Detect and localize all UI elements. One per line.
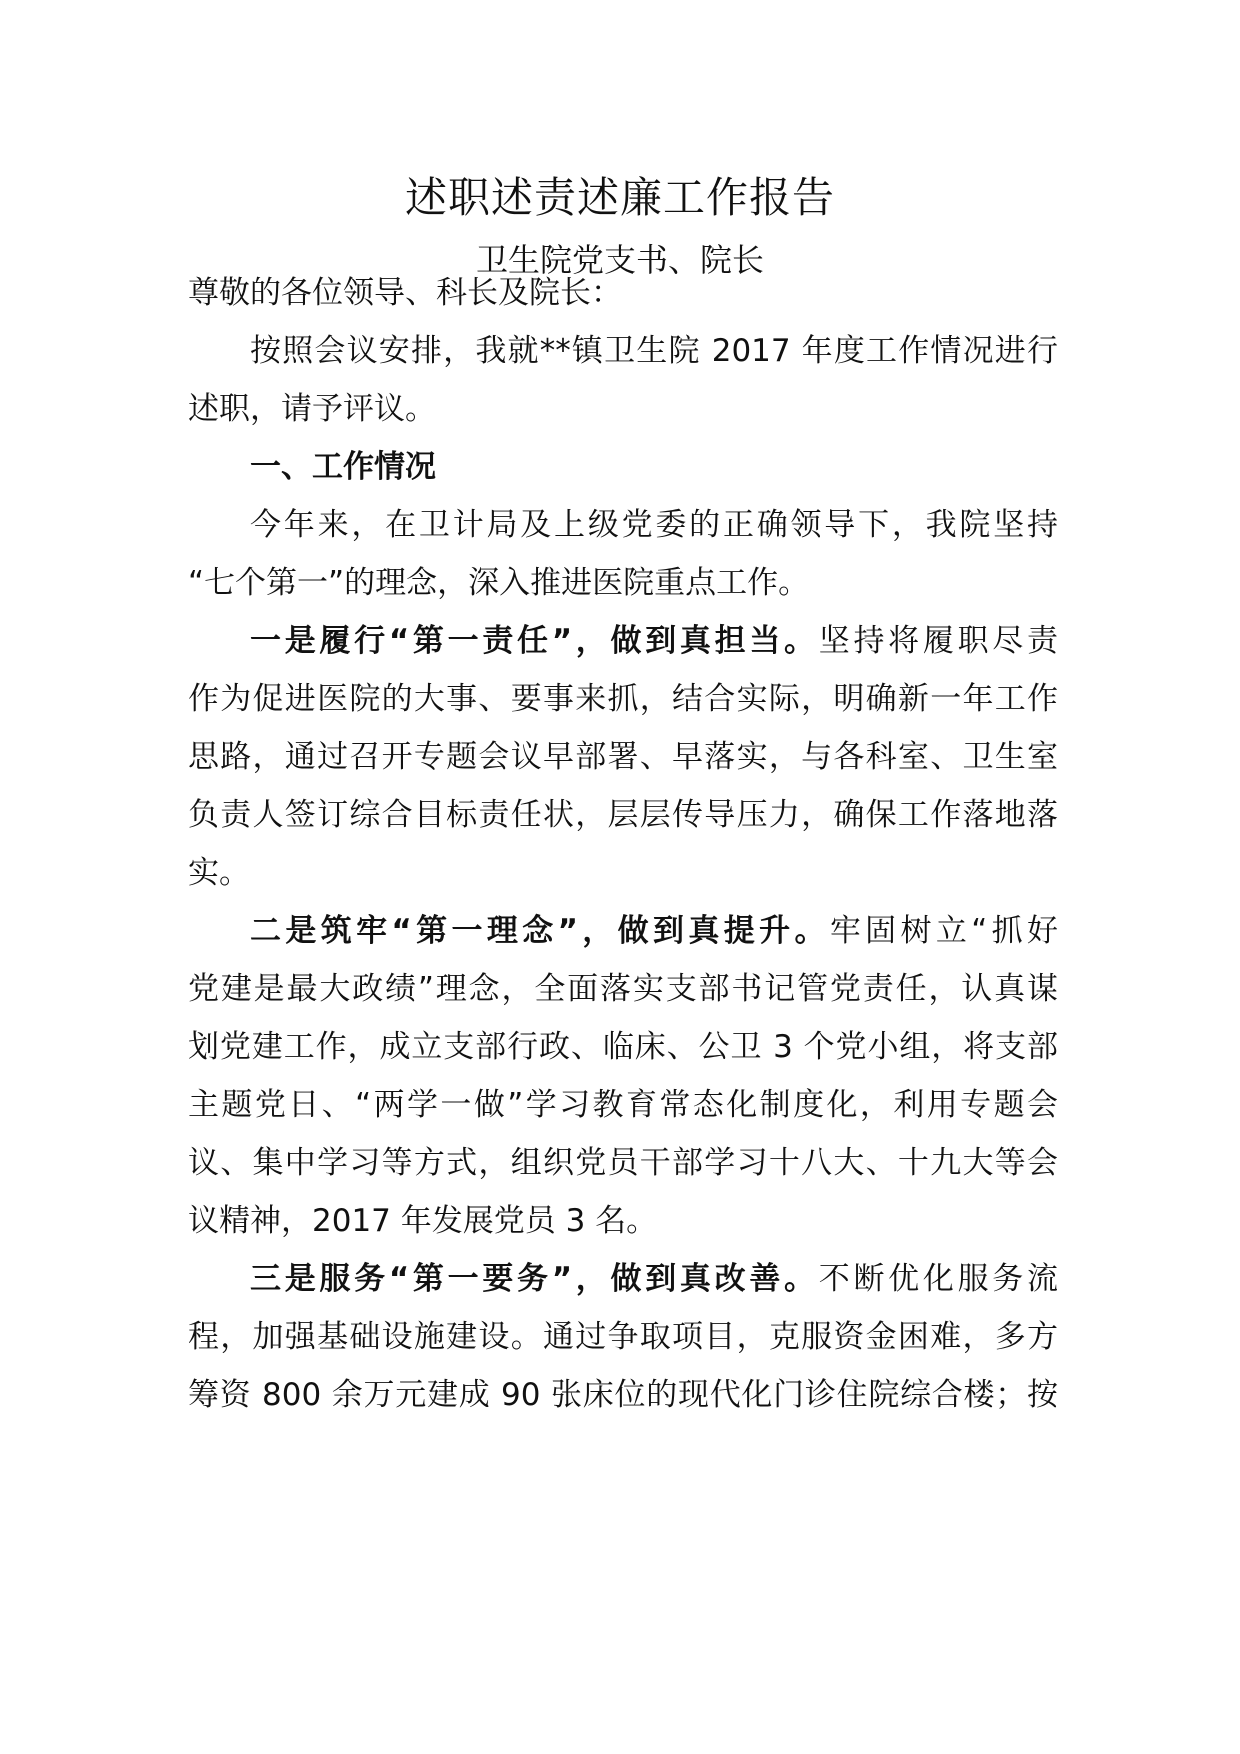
item2-line-6: 议精神，2017 年发展党员 3 名。 [188, 1203, 658, 1239]
intro-line-1: 按照会议安排，我就**镇卫生院 2017 年度工作情况进行 [250, 333, 1058, 369]
item1-line-4: 负责人签订综合目标责任状，层层传导压力，确保工作落地落 [188, 797, 1058, 833]
item3-lead: 三是服务“第一要务”，做到真改善。 [250, 1261, 819, 1297]
item1-lead: 一是履行“第一责任”，做到真担当。 [250, 623, 819, 659]
item1-line-1-rest: 坚持将履职尽责 [818, 623, 1059, 659]
item2-line-1-rest: 牢固树立“抓好 [829, 913, 1059, 949]
intro-line-2: 述职，请予评议。 [188, 391, 436, 427]
item1-line-5: 实。 [188, 855, 250, 891]
author-line: 卫生院党支书、院长 [475, 241, 764, 279]
item2-lead: 二是筑牢“第一理念”，做到真提升。 [250, 913, 830, 949]
overview-line-1: 今年来，在卫计局及上级党委的正确领导下，我院坚持 [250, 507, 1058, 543]
item2-line-3: 划党建工作，成立支部行政、临床、公卫 3 个党小组，将支部 [188, 1029, 1058, 1065]
overview-line-2: “七个第一”的理念，深入推进医院重点工作。 [188, 565, 810, 601]
item3-line-1 [250, 1257, 1058, 1301]
item3-line-3: 筹资 800 余万元建成 90 张床位的现代化门诊住院综合楼；按 [188, 1377, 1058, 1413]
salutation: 尊敬的各位领导、科长及院长： [188, 275, 622, 311]
item1-line-2: 作为促进医院的大事、要事来抓，结合实际，明确新一年工作 [188, 681, 1058, 717]
item2-line-4: 主题党日、“两学一做”学习教育常态化制度化，利用专题会 [188, 1087, 1058, 1123]
item1-line-3: 思路，通过召开专题会议早部署、早落实，与各科室、卫生室 [188, 739, 1058, 775]
item2-line-1 [250, 909, 1058, 953]
item1-line-1 [250, 619, 1058, 663]
item2-line-5: 议、集中学习等方式，组织党员干部学习十八大、十九大等会 [188, 1145, 1058, 1181]
item2-line-2: 党建是最大政绩”理念，全面落实支部书记管党责任，认真谋 [188, 971, 1058, 1007]
item3-line-1-rest: 不断优化服务流 [818, 1261, 1059, 1297]
item3-line-2: 程，加强基础设施建设。通过争取项目，克服资金困难，多方 [188, 1319, 1058, 1355]
section-heading: 一、工作情况 [250, 449, 436, 485]
page-title: 述职述责述廉工作报告 [404, 173, 835, 222]
